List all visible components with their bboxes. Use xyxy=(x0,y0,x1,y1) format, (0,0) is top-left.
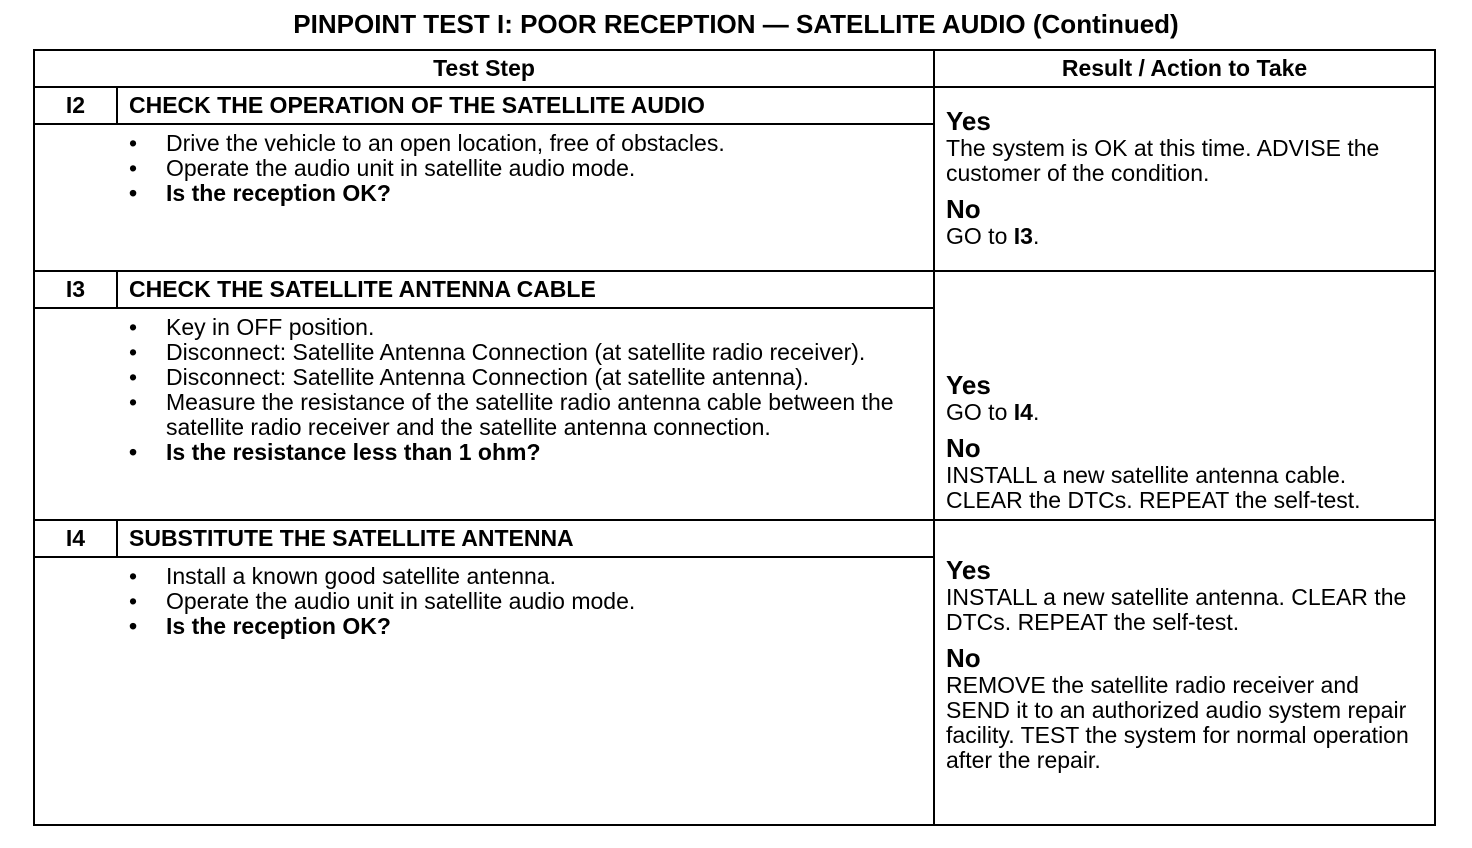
step-reference: I3 xyxy=(1013,222,1033,249)
instruction-item: • Install a known good satellite antenna. xyxy=(166,564,929,589)
step-id: I2 xyxy=(34,87,117,124)
table-header-row xyxy=(34,50,1435,87)
step-reference: I4 xyxy=(1013,399,1033,425)
instruction-item: • Drive the vehicle to an open location, free of obstacles. xyxy=(166,131,929,156)
result-header: Result / Action to Take xyxy=(934,50,1435,87)
step-result-i4 xyxy=(934,520,1435,825)
no-action-suffix: . xyxy=(1032,222,1040,249)
no-label: No xyxy=(946,643,981,673)
step-instructions xyxy=(117,308,934,520)
test-step-header: Test Step xyxy=(34,50,934,87)
instruction-question: • Is the resistance less than 1 ohm? xyxy=(166,440,929,465)
step-body-spacer xyxy=(34,557,117,825)
yes-label: Yes xyxy=(946,555,991,585)
step-id: I3 xyxy=(34,271,117,308)
step-title: CHECK THE SATELLITE ANTENNA CABLE xyxy=(117,271,934,308)
no-action: REMOVE the satellite radio receiver and SEND it to an authorized audio system repair facility. TEST the system for normal operation after the repair. xyxy=(946,672,1409,773)
step-instructions xyxy=(117,124,934,271)
instruction-item: • Operate the audio unit in satellite audio mode. xyxy=(166,589,929,614)
instruction-question: • Is the reception OK? xyxy=(166,614,929,639)
step-title: CHECK THE OPERATION OF THE SATELLITE AUDIO xyxy=(117,87,934,124)
no-action xyxy=(946,224,1426,249)
instruction-item: • Measure the resistance of the satellite radio antenna cable between the satellite radio receiver and the satellite antenna connection. xyxy=(166,390,929,440)
step-instructions xyxy=(117,557,934,825)
no-action: INSTALL a new satellite antenna cable. CLEAR the DTCs. REPEAT the self-test. xyxy=(946,462,1361,513)
no-label: No xyxy=(946,193,981,224)
pinpoint-test-table xyxy=(33,49,1436,826)
instruction-item: • Disconnect: Satellite Antenna Connection (at satellite antenna). xyxy=(166,365,929,390)
step-row-i3 xyxy=(34,271,1435,308)
yes-action-text: GO to xyxy=(946,399,1014,425)
step-body-spacer xyxy=(34,308,117,520)
instruction-item: • Disconnect: Satellite Antenna Connection (at satellite radio receiver). xyxy=(166,340,929,365)
instruction-question: • Is the reception OK? xyxy=(166,181,929,206)
no-label: No xyxy=(946,433,981,463)
yes-action-suffix: . xyxy=(1032,399,1040,425)
yes-label: Yes xyxy=(946,370,991,400)
yes-label: Yes xyxy=(946,105,991,136)
step-body-spacer xyxy=(34,124,117,271)
page-title: PINPOINT TEST I: POOR RECEPTION — SATELLITE AUDIO (Continued) xyxy=(293,9,1179,39)
step-row-i2 xyxy=(34,87,1435,124)
yes-action: INSTALL a new satellite antenna. CLEAR the DTCs. REPEAT the self-test. xyxy=(946,584,1407,635)
instruction-item: • Key in OFF position. xyxy=(166,315,929,340)
step-result-i2 xyxy=(934,87,1435,271)
instruction-item: • Operate the audio unit in satellite audio mode. xyxy=(166,156,929,181)
step-result-i3 xyxy=(934,271,1435,520)
step-row-i4 xyxy=(34,520,1435,557)
yes-action: The system is OK at this time. ADVISE the customer of the condition. xyxy=(946,134,1380,186)
yes-action xyxy=(946,400,1426,425)
step-title: SUBSTITUTE THE SATELLITE ANTENNA xyxy=(117,520,934,557)
step-id: I4 xyxy=(34,520,117,557)
no-action-text: GO to xyxy=(946,222,1014,249)
